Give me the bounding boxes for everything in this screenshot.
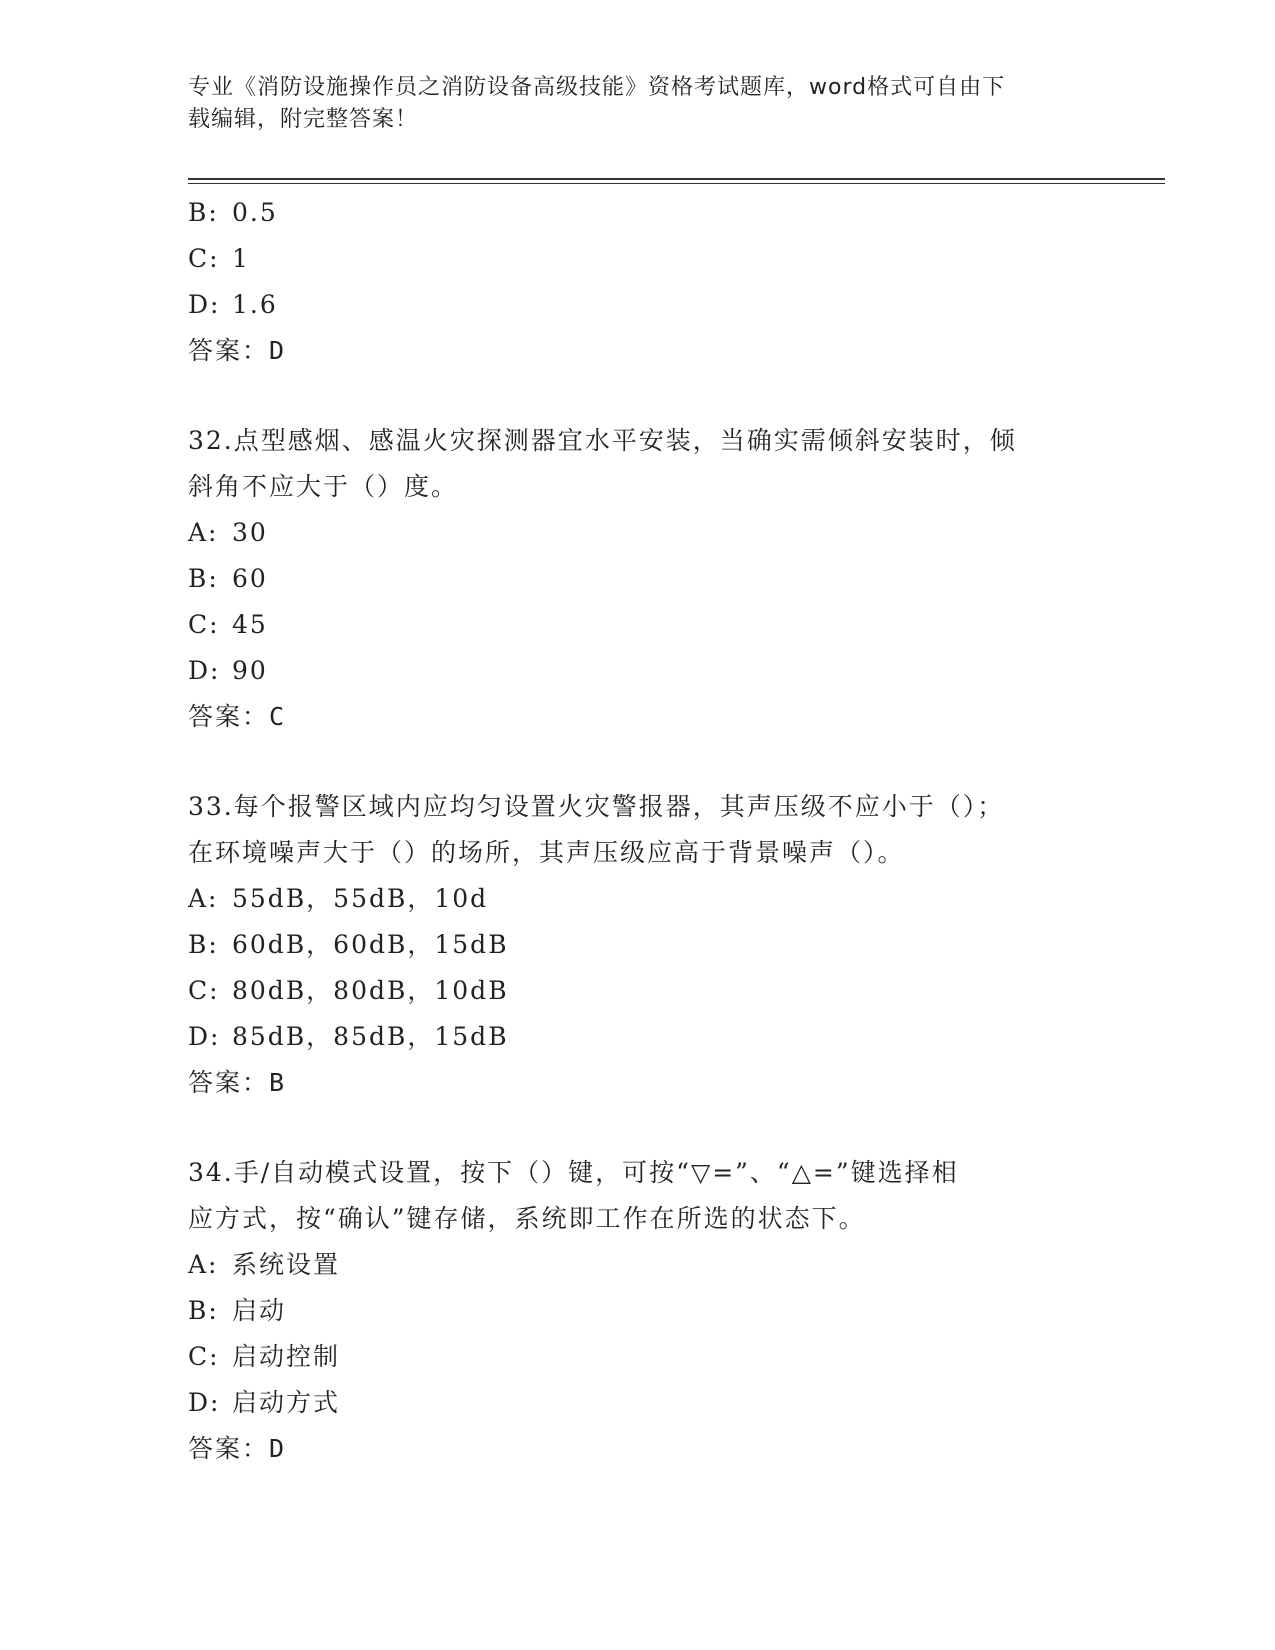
question-stem-line: 33.每个报警区域内应均匀设置火灾警报器，其声压级不应小于（）；: [188, 792, 1005, 821]
option-text: 1.6: [232, 290, 278, 319]
option-a: [188, 1242, 1088, 1288]
question-stem: [188, 418, 1088, 510]
question-block-32: [188, 418, 1088, 740]
option-c: [188, 968, 1088, 1014]
answer-label: 答案：: [188, 1068, 270, 1097]
question-stem-line: 斜角不应大于（）度。: [188, 472, 459, 501]
option-a: [188, 876, 1088, 922]
answer-label: 答案：: [188, 1434, 270, 1463]
header-divider-thin: [188, 183, 1165, 184]
header-line-2: 载编辑，附完整答案！: [188, 107, 419, 132]
option-b: [188, 1288, 1088, 1334]
question-stem-line: 在环境噪声大于（）的场所，其声压级应高于背景噪声（）。: [188, 838, 905, 867]
answer-line: [188, 1426, 1088, 1472]
option-label: B:: [188, 564, 219, 593]
header-divider-thick: [188, 178, 1165, 180]
question-block-31: [188, 190, 1088, 374]
option-label: B:: [188, 930, 219, 959]
option-b: [188, 190, 1088, 236]
option-text: 45: [232, 610, 268, 639]
option-c: [188, 1334, 1088, 1380]
answer-value: D: [269, 336, 287, 365]
option-label: C:: [188, 610, 220, 639]
option-text: 60: [232, 564, 268, 593]
option-d: [188, 282, 1088, 328]
option-text: 55dB，55dB，10d: [232, 884, 489, 913]
option-label: D:: [188, 656, 221, 685]
option-label: D:: [188, 1022, 221, 1051]
option-text: 系统设置: [232, 1250, 341, 1279]
question-block-34: [188, 1150, 1088, 1472]
answer-label: 答案：: [188, 336, 270, 365]
option-label: C:: [188, 244, 220, 273]
answer-line: [188, 694, 1088, 740]
option-b: [188, 922, 1088, 968]
option-b: [188, 556, 1088, 602]
question-stem: [188, 784, 1088, 876]
option-label: D:: [188, 1388, 221, 1417]
option-c: [188, 602, 1088, 648]
option-label: C:: [188, 976, 220, 1005]
option-d: [188, 1014, 1088, 1060]
option-d: [188, 648, 1088, 694]
option-text: 启动方式: [232, 1388, 341, 1417]
question-stem-line: 34.手/自动模式设置，按下（）键，可按“▽=”、“△=”键选择相: [188, 1158, 959, 1187]
option-text: 启动控制: [232, 1342, 341, 1371]
question-block-33: [188, 784, 1088, 1106]
option-label: A:: [188, 1250, 219, 1279]
answer-line: [188, 1060, 1088, 1106]
option-label: B:: [188, 1296, 219, 1325]
answer-value: D: [269, 1434, 287, 1463]
option-label: D:: [188, 290, 221, 319]
option-c: [188, 236, 1088, 282]
answer-value: B: [269, 1068, 287, 1097]
option-label: A:: [188, 884, 219, 913]
option-label: B:: [188, 198, 219, 227]
option-text: 30: [232, 518, 268, 547]
option-text: 0.5: [232, 198, 278, 227]
option-label: C:: [188, 1342, 220, 1371]
option-a: [188, 510, 1088, 556]
option-text: 60dB，60dB，15dB: [232, 930, 509, 959]
option-d: [188, 1380, 1088, 1426]
answer-line: [188, 328, 1088, 374]
question-content: [188, 190, 1088, 1472]
option-text: 85dB，85dB，15dB: [232, 1022, 509, 1051]
option-text: 1: [232, 244, 250, 273]
answer-label: 答案：: [188, 702, 270, 731]
header-line-1: 专业《消防设施操作员之消防设备高级技能》资格考试题库，word格式可自由下: [188, 75, 1006, 100]
option-label: A:: [188, 518, 219, 547]
answer-value: C: [269, 702, 287, 731]
question-stem-line: 32.点型感烟、感温火灾探测器宜水平安装，当确实需倾斜安装时，倾: [188, 426, 1017, 455]
option-text: 90: [232, 656, 268, 685]
option-text: 80dB，80dB，10dB: [232, 976, 509, 1005]
option-text: 启动: [232, 1296, 287, 1325]
question-stem-line: 应方式，按“确认”键存储，系统即工作在所选的状态下。: [188, 1204, 866, 1233]
document-header: [188, 72, 1068, 136]
question-stem: [188, 1150, 1088, 1242]
